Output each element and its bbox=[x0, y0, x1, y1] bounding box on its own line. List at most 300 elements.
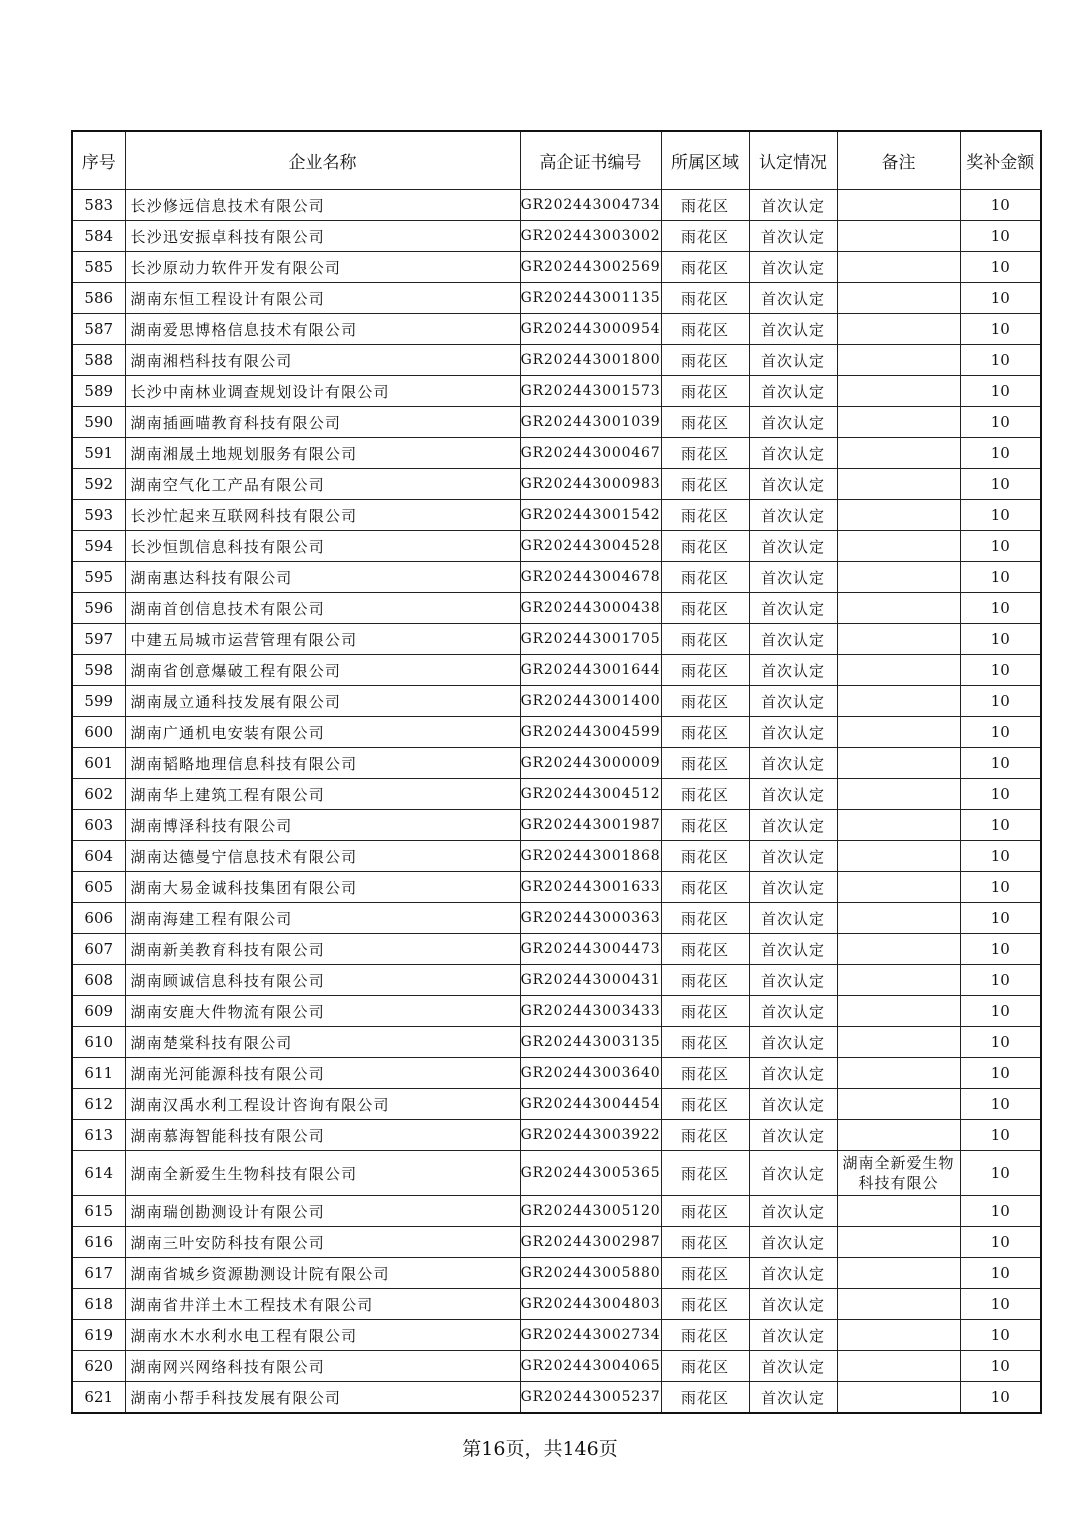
cell-name: 湖南省井洋土木工程技术有限公司 bbox=[125, 1289, 520, 1320]
cell-note bbox=[837, 655, 960, 686]
cell-amount: 10 bbox=[960, 469, 1041, 500]
cell-area: 雨花区 bbox=[661, 779, 749, 810]
cell-area: 雨花区 bbox=[661, 190, 749, 221]
cell-status: 首次认定 bbox=[749, 438, 837, 469]
table-row bbox=[72, 252, 1041, 283]
table-row bbox=[72, 934, 1041, 965]
cell-area: 雨花区 bbox=[661, 655, 749, 686]
cell-status: 首次认定 bbox=[749, 1120, 837, 1151]
cell-area: 雨花区 bbox=[661, 314, 749, 345]
cell-area: 雨花区 bbox=[661, 624, 749, 655]
table-body bbox=[72, 190, 1041, 1414]
cell-status: 首次认定 bbox=[749, 221, 837, 252]
table-row bbox=[72, 841, 1041, 872]
cell-note bbox=[837, 221, 960, 252]
cell-seq: 608 bbox=[72, 965, 125, 996]
cell-name: 长沙修远信息技术有限公司 bbox=[125, 190, 520, 221]
cell-area: 雨花区 bbox=[661, 345, 749, 376]
cell-status: 首次认定 bbox=[749, 903, 837, 934]
cell-area: 雨花区 bbox=[661, 469, 749, 500]
header-area: 所属区域 bbox=[661, 131, 749, 190]
cell-amount: 10 bbox=[960, 779, 1041, 810]
cell-amount: 10 bbox=[960, 1289, 1041, 1320]
cell-cert: GR202443003433 bbox=[520, 996, 661, 1027]
table-row bbox=[72, 872, 1041, 903]
cell-amount: 10 bbox=[960, 438, 1041, 469]
cell-seq: 586 bbox=[72, 283, 125, 314]
cell-name: 湖南东恒工程设计有限公司 bbox=[125, 283, 520, 314]
cell-cert: GR202443005880 bbox=[520, 1258, 661, 1289]
cell-note bbox=[837, 1120, 960, 1151]
cell-name: 长沙忙起来互联网科技有限公司 bbox=[125, 500, 520, 531]
cell-seq: 618 bbox=[72, 1289, 125, 1320]
cell-name: 湖南插画喵教育科技有限公司 bbox=[125, 407, 520, 438]
cell-area: 雨花区 bbox=[661, 903, 749, 934]
cell-seq: 597 bbox=[72, 624, 125, 655]
header-amount: 奖补金额 bbox=[960, 131, 1041, 190]
cell-cert: GR202443003002 bbox=[520, 221, 661, 252]
cell-cert: GR202443000431 bbox=[520, 965, 661, 996]
cell-cert: GR202443004473 bbox=[520, 934, 661, 965]
table-row bbox=[72, 1227, 1041, 1258]
cell-cert: GR202443004528 bbox=[520, 531, 661, 562]
cell-amount: 10 bbox=[960, 190, 1041, 221]
cell-area: 雨花区 bbox=[661, 1227, 749, 1258]
cell-name: 湖南海建工程有限公司 bbox=[125, 903, 520, 934]
cell-cert: GR202443003922 bbox=[520, 1120, 661, 1151]
cell-name: 湖南晟立通科技发展有限公司 bbox=[125, 686, 520, 717]
cell-note bbox=[837, 345, 960, 376]
cell-seq: 594 bbox=[72, 531, 125, 562]
enterprise-table bbox=[71, 130, 1042, 1414]
cell-cert: GR202443001135 bbox=[520, 283, 661, 314]
cell-name: 长沙原动力软件开发有限公司 bbox=[125, 252, 520, 283]
cell-seq: 584 bbox=[72, 221, 125, 252]
table-row bbox=[72, 965, 1041, 996]
cell-seq: 601 bbox=[72, 748, 125, 779]
table-row bbox=[72, 748, 1041, 779]
cell-amount: 10 bbox=[960, 500, 1041, 531]
cell-amount: 10 bbox=[960, 934, 1041, 965]
cell-status: 首次认定 bbox=[749, 686, 837, 717]
table-row bbox=[72, 469, 1041, 500]
cell-note bbox=[837, 779, 960, 810]
cell-amount: 10 bbox=[960, 283, 1041, 314]
cell-area: 雨花区 bbox=[661, 748, 749, 779]
table-row bbox=[72, 438, 1041, 469]
cell-note bbox=[837, 810, 960, 841]
cell-amount: 10 bbox=[960, 1027, 1041, 1058]
cell-seq: 589 bbox=[72, 376, 125, 407]
cell-amount: 10 bbox=[960, 1320, 1041, 1351]
table-row bbox=[72, 221, 1041, 252]
table-row bbox=[72, 345, 1041, 376]
cell-cert: GR202443004803 bbox=[520, 1289, 661, 1320]
table-row bbox=[72, 903, 1041, 934]
cell-name: 湖南博泽科技有限公司 bbox=[125, 810, 520, 841]
cell-seq: 605 bbox=[72, 872, 125, 903]
cell-area: 雨花区 bbox=[661, 686, 749, 717]
header-name: 企业名称 bbox=[125, 131, 520, 190]
cell-name: 湖南安鹿大件物流有限公司 bbox=[125, 996, 520, 1027]
cell-area: 雨花区 bbox=[661, 810, 749, 841]
cell-note bbox=[837, 531, 960, 562]
cell-name: 湖南湘晟土地规划服务有限公司 bbox=[125, 438, 520, 469]
cell-amount: 10 bbox=[960, 717, 1041, 748]
cell-name: 长沙迅安振卓科技有限公司 bbox=[125, 221, 520, 252]
cell-amount: 10 bbox=[960, 965, 1041, 996]
cell-amount: 10 bbox=[960, 593, 1041, 624]
cell-note bbox=[837, 996, 960, 1027]
cell-status: 首次认定 bbox=[749, 1027, 837, 1058]
cell-cert: GR202443002734 bbox=[520, 1320, 661, 1351]
cell-area: 雨花区 bbox=[661, 1196, 749, 1227]
cell-name: 湖南楚棠科技有限公司 bbox=[125, 1027, 520, 1058]
cell-name: 湖南华上建筑工程有限公司 bbox=[125, 779, 520, 810]
cell-name: 中建五局城市运营管理有限公司 bbox=[125, 624, 520, 655]
cell-amount: 10 bbox=[960, 841, 1041, 872]
cell-status: 首次认定 bbox=[749, 376, 837, 407]
cell-name: 湖南广通机电安装有限公司 bbox=[125, 717, 520, 748]
cell-status: 首次认定 bbox=[749, 190, 837, 221]
cell-note bbox=[837, 283, 960, 314]
cell-status: 首次认定 bbox=[749, 810, 837, 841]
cell-status: 首次认定 bbox=[749, 1289, 837, 1320]
cell-note: 湖南全新爱生物科技有限公 bbox=[837, 1151, 960, 1196]
cell-area: 雨花区 bbox=[661, 1151, 749, 1196]
cell-status: 首次认定 bbox=[749, 593, 837, 624]
cell-name: 湖南三叶安防科技有限公司 bbox=[125, 1227, 520, 1258]
cell-name: 湖南光河能源科技有限公司 bbox=[125, 1058, 520, 1089]
cell-note bbox=[837, 593, 960, 624]
cell-status: 首次认定 bbox=[749, 469, 837, 500]
table-row bbox=[72, 500, 1041, 531]
cell-amount: 10 bbox=[960, 562, 1041, 593]
table-row bbox=[72, 1120, 1041, 1151]
cell-amount: 10 bbox=[960, 345, 1041, 376]
cell-area: 雨花区 bbox=[661, 1027, 749, 1058]
cell-name: 湖南水木水利水电工程有限公司 bbox=[125, 1320, 520, 1351]
cell-seq: 610 bbox=[72, 1027, 125, 1058]
header-status: 认定情况 bbox=[749, 131, 837, 190]
cell-name: 湖南新美教育科技有限公司 bbox=[125, 934, 520, 965]
cell-seq: 603 bbox=[72, 810, 125, 841]
cell-cert: GR202443001573 bbox=[520, 376, 661, 407]
cell-note bbox=[837, 500, 960, 531]
cell-seq: 587 bbox=[72, 314, 125, 345]
cell-name: 湖南爱思博格信息技术有限公司 bbox=[125, 314, 520, 345]
cell-cert: GR202443003640 bbox=[520, 1058, 661, 1089]
cell-seq: 606 bbox=[72, 903, 125, 934]
cell-amount: 10 bbox=[960, 1089, 1041, 1120]
cell-name: 湖南大易金诚科技集团有限公司 bbox=[125, 872, 520, 903]
cell-status: 首次认定 bbox=[749, 841, 837, 872]
cell-status: 首次认定 bbox=[749, 252, 837, 283]
cell-amount: 10 bbox=[960, 686, 1041, 717]
cell-cert: GR202443004512 bbox=[520, 779, 661, 810]
cell-status: 首次认定 bbox=[749, 345, 837, 376]
table-row bbox=[72, 593, 1041, 624]
table-row bbox=[72, 717, 1041, 748]
table-row bbox=[72, 686, 1041, 717]
cell-amount: 10 bbox=[960, 624, 1041, 655]
cell-name: 湖南小帮手科技发展有限公司 bbox=[125, 1382, 520, 1414]
cell-note bbox=[837, 717, 960, 748]
cell-status: 首次认定 bbox=[749, 562, 837, 593]
cell-amount: 10 bbox=[960, 1351, 1041, 1382]
cell-cert: GR202443001039 bbox=[520, 407, 661, 438]
cell-seq: 592 bbox=[72, 469, 125, 500]
cell-amount: 10 bbox=[960, 1258, 1041, 1289]
cell-amount: 10 bbox=[960, 1382, 1041, 1414]
cell-note bbox=[837, 1258, 960, 1289]
cell-area: 雨花区 bbox=[661, 252, 749, 283]
cell-area: 雨花区 bbox=[661, 376, 749, 407]
cell-amount: 10 bbox=[960, 252, 1041, 283]
cell-amount: 10 bbox=[960, 1058, 1041, 1089]
table-row bbox=[72, 1151, 1041, 1196]
cell-seq: 599 bbox=[72, 686, 125, 717]
cell-area: 雨花区 bbox=[661, 965, 749, 996]
cell-amount: 10 bbox=[960, 1151, 1041, 1196]
table-row bbox=[72, 996, 1041, 1027]
cell-cert: GR202443001633 bbox=[520, 872, 661, 903]
cell-seq: 617 bbox=[72, 1258, 125, 1289]
table-row bbox=[72, 1089, 1041, 1120]
cell-status: 首次认定 bbox=[749, 872, 837, 903]
cell-area: 雨花区 bbox=[661, 1258, 749, 1289]
cell-seq: 607 bbox=[72, 934, 125, 965]
cell-cert: GR202443001542 bbox=[520, 500, 661, 531]
cell-cert: GR202443001400 bbox=[520, 686, 661, 717]
cell-name: 湖南网兴网络科技有限公司 bbox=[125, 1351, 520, 1382]
cell-status: 首次认定 bbox=[749, 1227, 837, 1258]
cell-seq: 593 bbox=[72, 500, 125, 531]
table-row bbox=[72, 1382, 1041, 1414]
cell-name: 湖南慕海智能科技有限公司 bbox=[125, 1120, 520, 1151]
cell-seq: 611 bbox=[72, 1058, 125, 1089]
cell-note bbox=[837, 252, 960, 283]
cell-seq: 600 bbox=[72, 717, 125, 748]
table-row bbox=[72, 1027, 1041, 1058]
cell-area: 雨花区 bbox=[661, 1351, 749, 1382]
cell-seq: 613 bbox=[72, 1120, 125, 1151]
cell-cert: GR202443001644 bbox=[520, 655, 661, 686]
table-row bbox=[72, 1058, 1041, 1089]
cell-status: 首次认定 bbox=[749, 500, 837, 531]
cell-note bbox=[837, 1382, 960, 1414]
cell-amount: 10 bbox=[960, 531, 1041, 562]
cell-note bbox=[837, 438, 960, 469]
table-row bbox=[72, 655, 1041, 686]
cell-note bbox=[837, 1027, 960, 1058]
table-row bbox=[72, 314, 1041, 345]
cell-name: 长沙中南林业调查规划设计有限公司 bbox=[125, 376, 520, 407]
cell-status: 首次认定 bbox=[749, 934, 837, 965]
cell-area: 雨花区 bbox=[661, 531, 749, 562]
cell-note bbox=[837, 469, 960, 500]
header-cert: 高企证书编号 bbox=[520, 131, 661, 190]
cell-seq: 596 bbox=[72, 593, 125, 624]
cell-seq: 585 bbox=[72, 252, 125, 283]
cell-area: 雨花区 bbox=[661, 500, 749, 531]
cell-note bbox=[837, 407, 960, 438]
table-row bbox=[72, 810, 1041, 841]
cell-area: 雨花区 bbox=[661, 717, 749, 748]
cell-amount: 10 bbox=[960, 407, 1041, 438]
cell-name: 长沙恒凯信息科技有限公司 bbox=[125, 531, 520, 562]
cell-status: 首次认定 bbox=[749, 531, 837, 562]
cell-area: 雨花区 bbox=[661, 562, 749, 593]
cell-status: 首次认定 bbox=[749, 1258, 837, 1289]
cell-cert: GR202443005120 bbox=[520, 1196, 661, 1227]
cell-note bbox=[837, 562, 960, 593]
cell-status: 首次认定 bbox=[749, 996, 837, 1027]
cell-status: 首次认定 bbox=[749, 1151, 837, 1196]
cell-status: 首次认定 bbox=[749, 965, 837, 996]
cell-area: 雨花区 bbox=[661, 872, 749, 903]
table-row bbox=[72, 1258, 1041, 1289]
cell-note bbox=[837, 624, 960, 655]
cell-name: 湖南省城乡资源勘测设计院有限公司 bbox=[125, 1258, 520, 1289]
cell-note bbox=[837, 1289, 960, 1320]
header-note: 备注 bbox=[837, 131, 960, 190]
cell-note bbox=[837, 1196, 960, 1227]
cell-area: 雨花区 bbox=[661, 996, 749, 1027]
header-seq: 序号 bbox=[72, 131, 125, 190]
cell-status: 首次认定 bbox=[749, 314, 837, 345]
cell-cert: GR202443005237 bbox=[520, 1382, 661, 1414]
cell-name: 湖南湘档科技有限公司 bbox=[125, 345, 520, 376]
cell-seq: 602 bbox=[72, 779, 125, 810]
cell-note bbox=[837, 314, 960, 345]
cell-status: 首次认定 bbox=[749, 624, 837, 655]
cell-status: 首次认定 bbox=[749, 717, 837, 748]
cell-status: 首次认定 bbox=[749, 779, 837, 810]
cell-amount: 10 bbox=[960, 810, 1041, 841]
cell-name: 湖南达德曼宁信息技术有限公司 bbox=[125, 841, 520, 872]
cell-cert: GR202443004734 bbox=[520, 190, 661, 221]
table-row bbox=[72, 1196, 1041, 1227]
cell-seq: 619 bbox=[72, 1320, 125, 1351]
cell-status: 首次认定 bbox=[749, 748, 837, 779]
cell-cert: GR202443000467 bbox=[520, 438, 661, 469]
cell-amount: 10 bbox=[960, 376, 1041, 407]
cell-amount: 10 bbox=[960, 903, 1041, 934]
cell-note bbox=[837, 841, 960, 872]
cell-cert: GR202443001868 bbox=[520, 841, 661, 872]
cell-cert: GR202443001800 bbox=[520, 345, 661, 376]
page-footer: 第16页，共146页 bbox=[462, 1438, 618, 1460]
cell-area: 雨花区 bbox=[661, 1289, 749, 1320]
cell-cert: GR202443003135 bbox=[520, 1027, 661, 1058]
cell-seq: 591 bbox=[72, 438, 125, 469]
cell-area: 雨花区 bbox=[661, 1320, 749, 1351]
cell-amount: 10 bbox=[960, 1120, 1041, 1151]
cell-name: 湖南全新爱生生物科技有限公司 bbox=[125, 1151, 520, 1196]
cell-amount: 10 bbox=[960, 1227, 1041, 1258]
cell-amount: 10 bbox=[960, 872, 1041, 903]
cell-name: 湖南顾诚信息科技有限公司 bbox=[125, 965, 520, 996]
cell-seq: 612 bbox=[72, 1089, 125, 1120]
cell-cert: GR202443004678 bbox=[520, 562, 661, 593]
table-row bbox=[72, 1320, 1041, 1351]
cell-seq: 583 bbox=[72, 190, 125, 221]
cell-note bbox=[837, 376, 960, 407]
cell-note bbox=[837, 1058, 960, 1089]
cell-note bbox=[837, 190, 960, 221]
cell-cert: GR202443002569 bbox=[520, 252, 661, 283]
table-row bbox=[72, 190, 1041, 221]
cell-cert: GR202443000009 bbox=[520, 748, 661, 779]
cell-seq: 620 bbox=[72, 1351, 125, 1382]
cell-area: 雨花区 bbox=[661, 1120, 749, 1151]
cell-seq: 615 bbox=[72, 1196, 125, 1227]
cell-area: 雨花区 bbox=[661, 1089, 749, 1120]
cell-seq: 588 bbox=[72, 345, 125, 376]
table-row bbox=[72, 1351, 1041, 1382]
cell-cert: GR202443005365 bbox=[520, 1151, 661, 1196]
cell-status: 首次认定 bbox=[749, 1382, 837, 1414]
cell-name: 湖南韬略地理信息科技有限公司 bbox=[125, 748, 520, 779]
cell-name: 湖南空气化工产品有限公司 bbox=[125, 469, 520, 500]
table-row bbox=[72, 376, 1041, 407]
cell-amount: 10 bbox=[960, 996, 1041, 1027]
cell-area: 雨花区 bbox=[661, 407, 749, 438]
cell-area: 雨花区 bbox=[661, 934, 749, 965]
cell-cert: GR202443000983 bbox=[520, 469, 661, 500]
cell-area: 雨花区 bbox=[661, 593, 749, 624]
cell-note bbox=[837, 1351, 960, 1382]
table-row bbox=[72, 1289, 1041, 1320]
cell-status: 首次认定 bbox=[749, 1351, 837, 1382]
table-row bbox=[72, 531, 1041, 562]
cell-amount: 10 bbox=[960, 1196, 1041, 1227]
cell-status: 首次认定 bbox=[749, 407, 837, 438]
cell-seq: 614 bbox=[72, 1151, 125, 1196]
table-row bbox=[72, 562, 1041, 593]
cell-note bbox=[837, 748, 960, 779]
cell-status: 首次认定 bbox=[749, 283, 837, 314]
cell-name: 湖南瑞创勘测设计有限公司 bbox=[125, 1196, 520, 1227]
cell-cert: GR202443000954 bbox=[520, 314, 661, 345]
cell-area: 雨花区 bbox=[661, 438, 749, 469]
table-row bbox=[72, 283, 1041, 314]
cell-cert: GR202443001987 bbox=[520, 810, 661, 841]
cell-seq: 616 bbox=[72, 1227, 125, 1258]
cell-seq: 595 bbox=[72, 562, 125, 593]
cell-status: 首次认定 bbox=[749, 1089, 837, 1120]
table-header-row bbox=[72, 131, 1041, 190]
table-row bbox=[72, 407, 1041, 438]
cell-amount: 10 bbox=[960, 655, 1041, 686]
cell-note bbox=[837, 686, 960, 717]
cell-area: 雨花区 bbox=[661, 1058, 749, 1089]
cell-note bbox=[837, 1320, 960, 1351]
cell-name: 湖南惠达科技有限公司 bbox=[125, 562, 520, 593]
cell-seq: 609 bbox=[72, 996, 125, 1027]
cell-area: 雨花区 bbox=[661, 221, 749, 252]
cell-name: 湖南首创信息技术有限公司 bbox=[125, 593, 520, 624]
cell-note bbox=[837, 1227, 960, 1258]
cell-seq: 604 bbox=[72, 841, 125, 872]
cell-status: 首次认定 bbox=[749, 1320, 837, 1351]
cell-status: 首次认定 bbox=[749, 655, 837, 686]
cell-seq: 621 bbox=[72, 1382, 125, 1414]
cell-cert: GR202443004599 bbox=[520, 717, 661, 748]
cell-cert: GR202443004065 bbox=[520, 1351, 661, 1382]
cell-note bbox=[837, 965, 960, 996]
